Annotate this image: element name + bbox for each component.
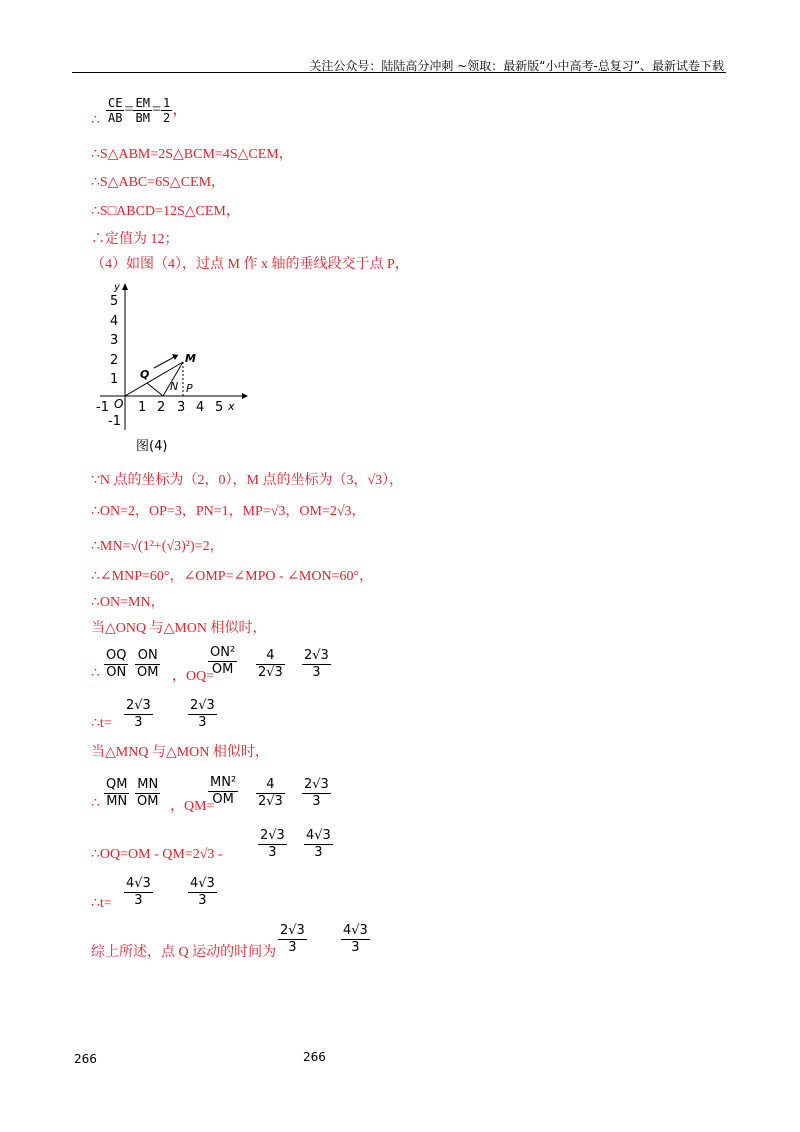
x-tick-neg1: -1 [96, 400, 109, 415]
fraction-4-2r3-b: 4 2√3 [258, 777, 283, 809]
fraction-t2-a: 4√3 3 [126, 876, 151, 908]
y-axis-label: y [114, 282, 120, 293]
fraction-concl-b: 4√3 3 [343, 923, 368, 955]
line-case2: 当△MNQ 与△MON 相似时， [91, 745, 269, 760]
fraction-mn-om: MN OM [137, 777, 159, 809]
fraction-oq-b: 4√3 3 [306, 828, 331, 860]
x-tick-1: 1 [138, 400, 147, 415]
line-area-3: ∴S□ABCD=12S△CEM， [91, 204, 240, 219]
line-part4: （4）如图（4），过点 M 作 x 轴的垂线段交于点 P， [91, 257, 409, 272]
x-tick-2: 2 [157, 400, 166, 415]
y-tick-1: 1 [110, 372, 119, 387]
x-tick-3: 3 [177, 400, 186, 415]
point-p-label: P [186, 382, 193, 395]
header-text: 关注公众号：陆陆高分冲刺 ~领取：最新版“小中高考-总复习”、最新试卷下载 [309, 59, 724, 73]
line-area-2: ∴S△ABC=6S△CEM， [91, 175, 226, 190]
fraction-half: $\frac{1}{2}$ [162, 96, 171, 125]
fraction-2r3-3: 2√3 3 [304, 648, 329, 680]
line-area-1: ∴S△ABM=2S△BCM=4S△CEM， [91, 147, 293, 162]
fraction-oq-on: OQ ON [106, 648, 127, 680]
y-tick-5: 5 [110, 294, 119, 309]
line-oq: ∴OQ=OM - QM=2√3 - [91, 847, 223, 862]
ratio-fractions: $\frac{CE}{AB}$ = $\frac{EM}{BM}$ = $\frac{1}{2}$ ， [108, 96, 189, 125]
line-case1-ratio: ∴ [91, 666, 100, 681]
fraction-ce-ab: $\frac{CE}{AB}$ [108, 96, 123, 125]
line-angles: ∴∠MNP=60°，∠OMP=∠MPO - ∠MON=60°， [91, 569, 374, 584]
figure-caption: 图(4) [136, 439, 168, 454]
fraction-2r3-3-b: 2√3 3 [304, 777, 329, 809]
page-number-center: 266 [303, 1050, 326, 1064]
x-axis-label: x [228, 400, 235, 413]
line-on-mn: ∴ON=MN， [91, 595, 165, 610]
line-case1: 当△ONQ 与△MON 相似时， [91, 621, 267, 636]
fraction-concl-a: 2√3 3 [280, 923, 305, 955]
line-conclusion: 综上所述，点 Q 运动的时间为 [91, 945, 277, 960]
line-lengths: ∴ON=2，OP=3，PN=1，MP=√3，OM=2√3， [91, 504, 366, 519]
coordinate-figure [92, 282, 252, 462]
point-n-label: N [170, 380, 179, 393]
line-coordinates: ∵N 点的坐标为（2，0），M 点的坐标为（3，√3）， [91, 473, 404, 488]
line-constant: ∴定值为 12； [91, 232, 179, 247]
page-header [72, 0, 726, 73]
point-m-label: M [185, 352, 196, 365]
fraction-t1-a: 2√3 3 [126, 698, 151, 730]
fraction-mn2-om: MN² OM [210, 775, 237, 807]
x-tick-4: 4 [196, 400, 205, 415]
x-tick-5: 5 [215, 400, 224, 415]
line-case2-ratio: ∴ [91, 796, 100, 811]
line-mn: ∴MN=√(1²+(√3)²)=2， [91, 539, 224, 554]
line-t1: ∴t= [91, 716, 112, 731]
fraction-qm-mn: QM MN [106, 777, 128, 809]
fraction-t2-b: 4√3 3 [190, 876, 215, 908]
fraction-on-om: ON OM [137, 648, 159, 680]
fraction-4-2r3: 4 2√3 [258, 648, 283, 680]
fraction-on2-om: ON² OM [210, 645, 236, 677]
y-tick-neg1: -1 [108, 414, 121, 429]
fraction-oq-a: 2√3 3 [260, 828, 285, 860]
y-tick-2: 2 [110, 353, 119, 368]
fraction-t1-b: 2√3 3 [190, 698, 215, 730]
y-tick-3: 3 [110, 333, 119, 348]
page-number-left: 266 [74, 1052, 97, 1066]
line-t2: ∴t= [91, 896, 112, 911]
point-q-label: Q [140, 368, 150, 381]
fraction-em-bm: $\frac{EM}{BM}$ [135, 96, 150, 125]
origin-label: O [114, 397, 124, 411]
y-tick-4: 4 [110, 314, 119, 329]
